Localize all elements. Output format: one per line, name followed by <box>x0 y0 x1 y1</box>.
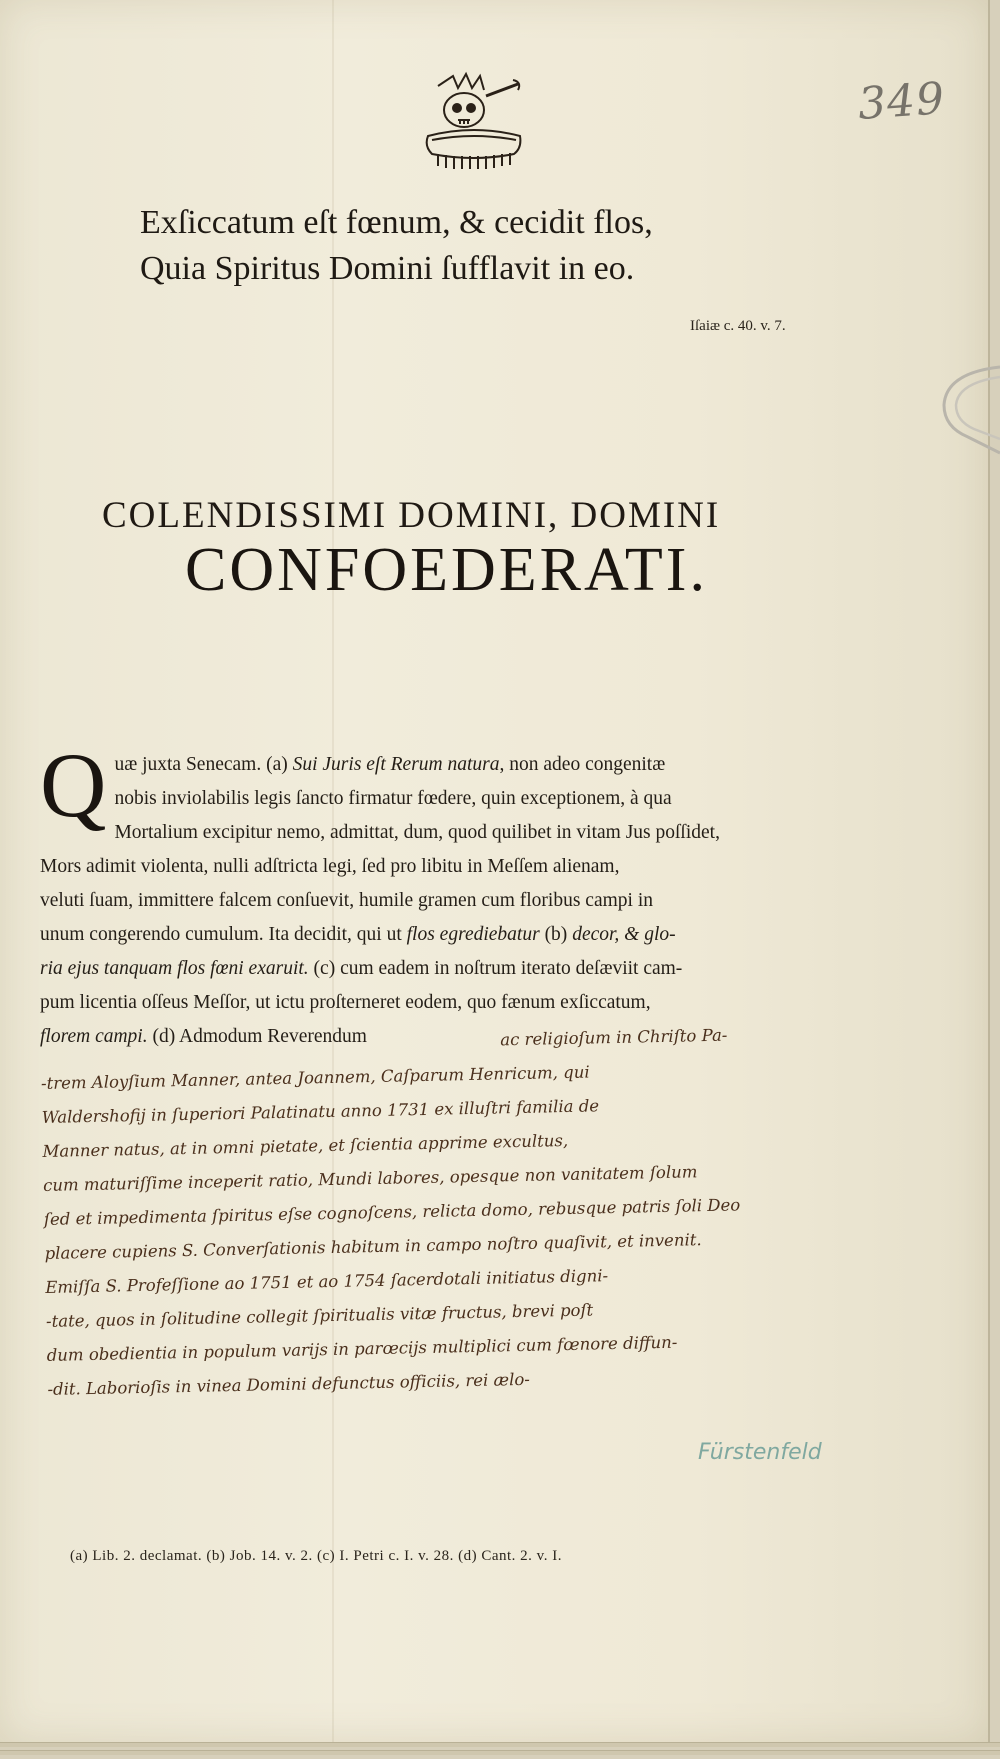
page-title: CONFOEDERATI. <box>185 536 708 604</box>
printed-body-text <box>40 734 900 1054</box>
handwritten-line: Emiſſa S. Profeſſione ao 1751 et ao 1754 ſacerdotali initiatus digni- <box>45 1266 609 1297</box>
handwritten-page-number: 349 <box>856 73 947 130</box>
handwritten-line: ſed et impedimenta ſpiritus eſse cognoſcens, relicta domo, rebusque patris ſoli Deo <box>43 1195 741 1229</box>
handwritten-line: Waldershofij in ſuperiori Palatinatu anno 1731 ex illuſtri familia de <box>41 1096 600 1127</box>
body-line: Mortalium excipitur nemo, admittat, dum, quod quilibet in vitam Jus poſſidet, <box>114 822 720 843</box>
handwritten-line: cum maturiſſime inceperit ratio, Mundi labores, opesque non vanitatem ſolum <box>42 1162 698 1195</box>
epigraph-line-1: Exſiccatum eſt fœnum, & cecidit flos, <box>140 204 653 241</box>
handwritten-line: placere cupiens S. Converſationis habitum in campo noſtro quaſivit, et invenit. <box>44 1230 702 1263</box>
handwritten-line: -tate, quos in ſolitudine collegit ſpiritualis vitæ fructus, brevi poſt <box>45 1300 594 1331</box>
drop-cap: Q <box>40 734 107 836</box>
handwritten-line: dum obedientia in populum varijs in parœcijs multiplici cum fœnore diffun- <box>46 1332 678 1365</box>
body-line: veluti ſuam, immittere falcem conſuevit, humile gramen cum floribus campi in <box>40 890 653 911</box>
page-edge <box>0 1742 1000 1747</box>
epigraph-reference: Iſaiæ c. 40. v. 7. <box>690 318 786 334</box>
handwritten-insertion <box>40 1014 948 1407</box>
body-text-run: uæ juxta Senecam. (a) <box>114 754 293 775</box>
footnotes: (a) Lib. 2. declamat. (b) Job. 14. v. 2. (c) I. Petri c. I. v. 28. (d) Cant. 2. v. I. <box>70 1548 562 1564</box>
body-line <box>40 748 900 782</box>
epigraph <box>140 200 840 292</box>
epigraph-line-2: Quia Spiritus Domini ſufflavit in eo. <box>140 250 635 287</box>
body-text-run: (b) <box>544 924 568 945</box>
death-head-with-scythe-icon <box>418 66 530 178</box>
pencil-annotation: Fürstenfeld <box>698 1440 822 1465</box>
body-text-run: (d) Admodum Reverendum <box>152 1026 367 1047</box>
body-italic-run: Sui Juris eſt Rerum natura <box>292 754 500 775</box>
body-line: nobis inviolabilis legis ſancto firmatur fœdere, quin exceptionem, à qua <box>114 788 672 809</box>
body-italic-run: florem campi. <box>40 1026 148 1047</box>
body-italic-run: ria ejus tanquam flos fœni exaruit. <box>40 958 309 979</box>
body-italic-run: flos egrediebatur <box>406 924 540 945</box>
body-line: Mors adimit violenta, nulli adſtricta legi, ſed pro libitu in Meſſem alienam, <box>40 856 620 877</box>
handwritten-line: ac religioſum in Chriſto Pa- <box>500 1025 728 1050</box>
body-line <box>40 918 900 952</box>
handwritten-line: Manner natus, at in omni pietate, et ſcientia apprime excultus, <box>42 1130 569 1161</box>
page-edge <box>0 1750 1000 1755</box>
body-line: pum licentia oſſeus Meſſor, ut ictu proſterneret eodem, quo fænum exſiccatum, <box>40 992 651 1013</box>
body-text-run: unum congerendo cumulum. Ita decidit, qui ut <box>40 924 402 945</box>
handwritten-line: -dit. Laborioſis in vinea Domini defunctus officiis, rei ælo- <box>47 1369 531 1399</box>
salutation: COLENDISSIMI DOMINI, DOMINI <box>102 495 721 536</box>
body-text-run: (c) cum eadem in noſtrum iterato deſæviit cam- <box>313 958 683 979</box>
handwritten-line: -trem Aloyſium Manner, antea Joannem, Caſparum Henricum, qui <box>40 1062 590 1093</box>
body-italic-run: decor, & glo- <box>572 924 676 945</box>
body-text-run: , non adeo congenitæ <box>499 754 666 775</box>
paperclip-icon <box>940 365 1000 455</box>
body-line <box>40 952 900 986</box>
